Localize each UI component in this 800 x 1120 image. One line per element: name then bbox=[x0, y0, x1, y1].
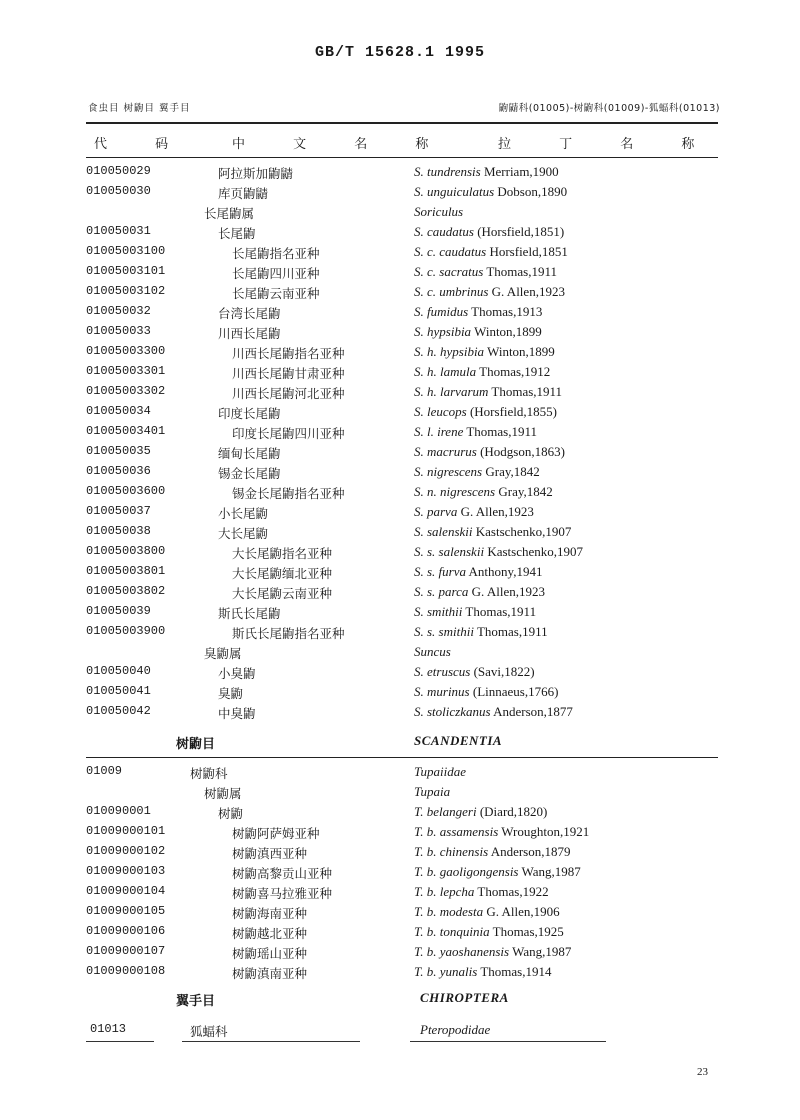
row-latin-name bbox=[414, 704, 573, 720]
column-header-code: 代 码 bbox=[94, 137, 191, 152]
row-chinese-name: 台湾长尾鼩 bbox=[218, 306, 281, 321]
row-chinese-name: 长尾鼩云南亚种 bbox=[232, 286, 320, 301]
table-row bbox=[0, 624, 800, 644]
latin-binomial: T. belangeri bbox=[414, 804, 477, 819]
row-code: 010050033 bbox=[86, 324, 151, 338]
row-chinese-name: 狐蝠科 bbox=[190, 1024, 228, 1039]
row-chinese-name: 印度长尾鼩 bbox=[218, 406, 281, 421]
row-chinese-name: 树鼩滇南亚种 bbox=[232, 966, 308, 981]
order-chinese-name: 树鼩目 bbox=[176, 737, 216, 752]
row-latin-name bbox=[414, 444, 565, 460]
latin-authority: Thomas,1911 bbox=[462, 604, 537, 619]
latin-authority: (Savi,1822) bbox=[470, 664, 535, 679]
latin-authority: Anthony,1941 bbox=[466, 564, 543, 579]
table-row bbox=[0, 204, 800, 224]
row-code: 01009000102 bbox=[86, 844, 166, 858]
row-latin-name bbox=[414, 244, 568, 260]
latin-binomial: S. smithii bbox=[414, 604, 463, 619]
row-chinese-name: 大长尾鼩指名亚种 bbox=[232, 546, 333, 561]
row-latin-name bbox=[414, 264, 557, 280]
latin-authority: Dobson,1890 bbox=[494, 184, 568, 199]
latin-binomial: T. b. lepcha bbox=[414, 884, 475, 899]
row-latin-name bbox=[414, 464, 540, 480]
row-chinese-name: 川西长尾鼩 bbox=[218, 326, 281, 341]
row-chinese-name: 小长尾鼩 bbox=[218, 506, 269, 521]
row-chinese-name: 树鼩瑶山亚种 bbox=[232, 946, 308, 961]
row-latin-name bbox=[414, 504, 534, 520]
latin-authority: (Horsfield,1851) bbox=[473, 224, 565, 239]
latin-binomial: S. s. parca bbox=[414, 584, 469, 599]
table-row bbox=[0, 344, 800, 364]
column-header-chinese: 中 文 名 称 bbox=[232, 137, 451, 152]
table-row bbox=[0, 284, 800, 304]
row-code: 01005003101 bbox=[86, 264, 166, 278]
row-code: 01005003800 bbox=[86, 544, 166, 558]
underline-code bbox=[86, 1041, 154, 1042]
latin-binomial: S. c. caudatus bbox=[414, 244, 487, 259]
row-latin-name bbox=[414, 304, 542, 320]
row-latin-name bbox=[414, 924, 564, 940]
row-chinese-name: 斯氏长尾鼩 bbox=[218, 606, 281, 621]
table-row bbox=[0, 804, 800, 824]
latin-authority: Thomas,1913 bbox=[468, 304, 543, 319]
table-row bbox=[0, 564, 800, 584]
row-latin-name bbox=[414, 764, 466, 780]
row-chinese-name: 小臭鼩 bbox=[218, 666, 256, 681]
table-row bbox=[0, 964, 800, 984]
row-code: 01005003900 bbox=[86, 624, 166, 638]
row-latin-name bbox=[414, 624, 548, 640]
table-top-rule bbox=[86, 122, 718, 124]
table-row bbox=[0, 184, 800, 204]
row-chinese-name: 长尾鼩属 bbox=[204, 206, 255, 221]
latin-binomial: S. murinus bbox=[414, 684, 470, 699]
row-latin-name bbox=[414, 884, 549, 900]
row-chinese-name: 树鼩滇西亚种 bbox=[232, 846, 308, 861]
row-code: 010050029 bbox=[86, 164, 151, 178]
row-code: 010050040 bbox=[86, 664, 151, 678]
latin-binomial: S. s. salenskii bbox=[414, 544, 485, 559]
row-chinese-name: 缅甸长尾鼩 bbox=[218, 446, 281, 461]
table-row bbox=[0, 224, 800, 244]
latin-binomial: S. caudatus bbox=[414, 224, 474, 239]
table-row bbox=[0, 824, 800, 844]
latin-binomial: T. b. yunalis bbox=[414, 964, 478, 979]
row-latin-name bbox=[414, 164, 559, 180]
latin-authority: Horsfield,1851 bbox=[486, 244, 568, 259]
row-code: 010050042 bbox=[86, 704, 151, 718]
latin-authority: Thomas,1911 bbox=[473, 624, 548, 639]
table-row bbox=[0, 304, 800, 324]
family-row-pteropodidae bbox=[0, 1022, 800, 1042]
row-chinese-name: 树鼩喜马拉雅亚种 bbox=[232, 886, 333, 901]
table-row bbox=[0, 684, 800, 704]
latin-authority: Wang,1987 bbox=[518, 864, 581, 879]
latin-authority: Winton,1899 bbox=[484, 344, 555, 359]
row-code: 010050038 bbox=[86, 524, 151, 538]
order-latin-name: CHIROPTERA bbox=[420, 990, 509, 1005]
table-row bbox=[0, 604, 800, 624]
row-latin-name bbox=[414, 824, 589, 840]
row-chinese-name: 长尾鼩指名亚种 bbox=[232, 246, 320, 261]
row-code: 010050041 bbox=[86, 684, 151, 698]
row-chinese-name: 印度长尾鼩四川亚种 bbox=[232, 426, 345, 441]
row-chinese-name: 川西长尾鼩甘肃亚种 bbox=[232, 366, 345, 381]
latin-binomial: S. s. smithii bbox=[414, 624, 474, 639]
table-row bbox=[0, 644, 800, 664]
latin-authority: Merriam,1900 bbox=[480, 164, 559, 179]
row-chinese-name: 树鼩越北亚种 bbox=[232, 926, 308, 941]
row-chinese-name: 树鼩海南亚种 bbox=[232, 906, 308, 921]
row-code: 01009000108 bbox=[86, 964, 166, 978]
table-row bbox=[0, 524, 800, 544]
latin-binomial: S. hypsibia bbox=[414, 324, 472, 339]
row-latin-name bbox=[414, 224, 564, 240]
latin-binomial: Tupaia bbox=[414, 784, 451, 799]
latin-binomial: T. b. gaoligongensis bbox=[414, 864, 519, 879]
row-latin-name bbox=[414, 184, 567, 200]
latin-binomial: Pteropodidae bbox=[420, 1022, 491, 1037]
column-header-latin: 拉 丁 名 称 bbox=[498, 137, 717, 152]
latin-authority: Kastschenko,1907 bbox=[472, 524, 572, 539]
row-code: 01005003102 bbox=[86, 284, 166, 298]
row-chinese-name: 大长尾鼩缅北亚种 bbox=[232, 566, 333, 581]
latin-authority: G. Allen,1906 bbox=[483, 904, 560, 919]
header-bottom-rule bbox=[86, 157, 718, 158]
row-latin-name bbox=[414, 404, 557, 420]
table-row bbox=[0, 364, 800, 384]
row-latin-name bbox=[414, 324, 542, 340]
table-row bbox=[0, 384, 800, 404]
latin-binomial: S. salenskii bbox=[414, 524, 473, 539]
table-row bbox=[0, 444, 800, 464]
row-latin-name bbox=[414, 364, 550, 380]
latin-authority: Gray,1842 bbox=[482, 464, 540, 479]
table-row bbox=[0, 844, 800, 864]
row-code: 01005003301 bbox=[86, 364, 166, 378]
order-chinese-name: 翼手目 bbox=[176, 994, 216, 1009]
table-row bbox=[0, 904, 800, 924]
row-latin-name bbox=[414, 844, 571, 860]
row-latin-name bbox=[414, 424, 537, 440]
latin-binomial: Soriculus bbox=[414, 204, 464, 219]
latin-authority: Thomas,1925 bbox=[489, 924, 564, 939]
latin-authority: Anderson,1877 bbox=[490, 704, 573, 719]
table-row bbox=[0, 764, 800, 784]
row-chinese-name: 大长尾鼩云南亚种 bbox=[232, 586, 333, 601]
row-code: 01009000104 bbox=[86, 884, 166, 898]
latin-authority: Wroughton,1921 bbox=[498, 824, 590, 839]
latin-binomial: S. c. sacratus bbox=[414, 264, 484, 279]
latin-authority: Anderson,1879 bbox=[488, 844, 571, 859]
table-row bbox=[0, 424, 800, 444]
row-chinese-name: 树鼩阿萨姆亚种 bbox=[232, 826, 320, 841]
latin-binomial: Tupaiidae bbox=[414, 764, 467, 779]
row-latin-name bbox=[414, 584, 545, 600]
table-row bbox=[0, 504, 800, 524]
row-chinese-name: 树鼩科 bbox=[190, 766, 228, 781]
table-row bbox=[0, 544, 800, 564]
latin-binomial: S. parva bbox=[414, 504, 458, 519]
row-chinese-name: 锡金长尾鼩 bbox=[218, 466, 281, 481]
row-latin-name bbox=[414, 204, 463, 220]
row-code: 01005003401 bbox=[86, 424, 166, 438]
table-row bbox=[0, 664, 800, 684]
latin-authority: Thomas,1912 bbox=[476, 364, 551, 379]
latin-binomial: T. b. assamensis bbox=[414, 824, 499, 839]
row-latin-name bbox=[414, 804, 547, 820]
latin-authority: Wang,1987 bbox=[509, 944, 572, 959]
order-latin-name: SCANDENTIA bbox=[414, 733, 503, 748]
row-latin-name bbox=[414, 864, 581, 880]
row-code: 01009000105 bbox=[86, 904, 166, 918]
row-chinese-name: 大长尾鼩 bbox=[218, 526, 269, 541]
row-latin-name bbox=[414, 384, 562, 400]
row-chinese-name: 川西长尾鼩指名亚种 bbox=[232, 346, 345, 361]
row-code: 010050037 bbox=[86, 504, 151, 518]
row-code: 01009000103 bbox=[86, 864, 166, 878]
row-chinese-name: 臭鼩属 bbox=[204, 646, 242, 661]
running-header-right: 鼩鼱科(01005)-树鼩科(01009)-狐蝠科(01013) bbox=[498, 103, 720, 114]
latin-authority: G. Allen,1923 bbox=[468, 584, 545, 599]
latin-authority: Thomas,1911 bbox=[488, 384, 563, 399]
table-row bbox=[0, 464, 800, 484]
row-code: 010050039 bbox=[86, 604, 151, 618]
row-chinese-name: 树鼩 bbox=[218, 806, 244, 821]
row-code: 01009000107 bbox=[86, 944, 166, 958]
row-latin-name bbox=[414, 684, 558, 700]
underline-chinese bbox=[182, 1041, 360, 1042]
row-chinese-name: 长尾鼩四川亚种 bbox=[232, 266, 320, 281]
latin-authority: Thomas,1922 bbox=[474, 884, 549, 899]
row-code: 010050032 bbox=[86, 304, 151, 318]
latin-binomial: S. fumidus bbox=[414, 304, 469, 319]
table-row bbox=[0, 244, 800, 264]
row-chinese-name: 中臭鼩 bbox=[218, 706, 256, 721]
table-row bbox=[0, 264, 800, 284]
row-code: 010050031 bbox=[86, 224, 151, 238]
latin-authority: Winton,1899 bbox=[471, 324, 542, 339]
row-code: 010050036 bbox=[86, 464, 151, 478]
latin-binomial: S. unguiculatus bbox=[414, 184, 495, 199]
latin-binomial: S. leucops bbox=[414, 404, 467, 419]
latin-binomial: S. l. irene bbox=[414, 424, 464, 439]
latin-authority: (Horsfield,1855) bbox=[466, 404, 557, 419]
row-code: 01005003300 bbox=[86, 344, 166, 358]
latin-authority: (Diard,1820) bbox=[476, 804, 548, 819]
row-code: 01005003302 bbox=[86, 384, 166, 398]
latin-binomial: T. b. tonquinia bbox=[414, 924, 490, 939]
latin-authority: Thomas,1914 bbox=[477, 964, 552, 979]
table-row bbox=[0, 784, 800, 804]
latin-authority: (Linnaeus,1766) bbox=[469, 684, 559, 699]
latin-authority: G. Allen,1923 bbox=[457, 504, 534, 519]
latin-binomial: Suncus bbox=[414, 644, 451, 659]
table-row bbox=[0, 484, 800, 504]
row-latin-name bbox=[414, 604, 536, 620]
row-code: 010050034 bbox=[86, 404, 151, 418]
row-chinese-name: 库页鼩鼱 bbox=[218, 186, 269, 201]
row-chinese-name: 树鼩高黎贡山亚种 bbox=[232, 866, 333, 881]
page-number: 23 bbox=[697, 1066, 708, 1078]
latin-binomial: S. tundrensis bbox=[414, 164, 481, 179]
standard-code: GB/T 15628.1 1995 bbox=[314, 44, 486, 61]
row-code: 01005003600 bbox=[86, 484, 166, 498]
order-rule bbox=[86, 757, 718, 758]
row-chinese-name: 阿拉斯加鼩鼱 bbox=[218, 166, 294, 181]
row-chinese-name: 树鼩属 bbox=[204, 786, 242, 801]
latin-binomial: S. h. larvarum bbox=[414, 384, 489, 399]
row-latin-name bbox=[414, 484, 553, 500]
table-row bbox=[0, 704, 800, 724]
table-row bbox=[0, 404, 800, 424]
row-latin-name bbox=[414, 564, 542, 580]
row-chinese-name: 锡金长尾鼩指名亚种 bbox=[232, 486, 345, 501]
latin-binomial: T. b. chinensis bbox=[414, 844, 489, 859]
row-code: 01013 bbox=[90, 1022, 127, 1036]
row-latin-name bbox=[414, 524, 571, 540]
latin-authority: Thomas,1911 bbox=[463, 424, 538, 439]
row-code: 01005003100 bbox=[86, 244, 166, 258]
latin-binomial: S. c. umbrinus bbox=[414, 284, 489, 299]
table-row bbox=[0, 924, 800, 944]
row-chinese-name: 臭鼩 bbox=[218, 686, 244, 701]
latin-binomial: S. etruscus bbox=[414, 664, 471, 679]
row-chinese-name: 斯氏长尾鼩指名亚种 bbox=[232, 626, 345, 641]
table-row bbox=[0, 164, 800, 184]
row-latin-name bbox=[414, 344, 555, 360]
row-latin-name bbox=[414, 964, 551, 980]
latin-binomial: S. n. nigrescens bbox=[414, 484, 496, 499]
row-code: 01009000101 bbox=[86, 824, 166, 838]
table-row bbox=[0, 884, 800, 904]
latin-binomial: S. nigrescens bbox=[414, 464, 483, 479]
table-row bbox=[0, 324, 800, 344]
row-latin-name bbox=[414, 904, 560, 920]
latin-binomial: S. macrurus bbox=[414, 444, 477, 459]
row-latin-name bbox=[414, 664, 535, 680]
latin-binomial: T. b. modesta bbox=[414, 904, 484, 919]
table-row bbox=[0, 864, 800, 884]
row-code: 010050035 bbox=[86, 444, 151, 458]
latin-binomial: T. b. yaoshanensis bbox=[414, 944, 510, 959]
row-latin-name bbox=[414, 644, 451, 660]
latin-binomial: S. h. lamula bbox=[414, 364, 477, 379]
row-code: 01005003802 bbox=[86, 584, 166, 598]
row-latin-name bbox=[414, 284, 565, 300]
latin-authority: Gray,1842 bbox=[495, 484, 553, 499]
row-code: 01009000106 bbox=[86, 924, 166, 938]
underline-latin bbox=[410, 1041, 606, 1042]
row-latin-name bbox=[414, 784, 450, 800]
row-code: 01009 bbox=[86, 764, 123, 778]
row-latin-name bbox=[414, 544, 583, 560]
table-row bbox=[0, 944, 800, 964]
latin-binomial: S. h. hypsibia bbox=[414, 344, 485, 359]
row-code: 01005003801 bbox=[86, 564, 166, 578]
row-latin-name bbox=[414, 944, 571, 960]
row-latin-name bbox=[420, 1022, 490, 1038]
latin-authority: Thomas,1911 bbox=[483, 264, 558, 279]
running-header-left: 食虫目 树鼩目 翼手目 bbox=[88, 103, 191, 114]
latin-binomial: S. stoliczkanus bbox=[414, 704, 491, 719]
row-chinese-name: 长尾鼩 bbox=[218, 226, 256, 241]
latin-authority: G. Allen,1923 bbox=[488, 284, 565, 299]
row-code: 010090001 bbox=[86, 804, 151, 818]
latin-authority: (Hodgson,1863) bbox=[476, 444, 565, 459]
latin-binomial: S. s. furva bbox=[414, 564, 466, 579]
row-code: 010050030 bbox=[86, 184, 151, 198]
row-chinese-name: 川西长尾鼩河北亚种 bbox=[232, 386, 345, 401]
table-row bbox=[0, 584, 800, 604]
latin-authority: Kastschenko,1907 bbox=[484, 544, 583, 559]
